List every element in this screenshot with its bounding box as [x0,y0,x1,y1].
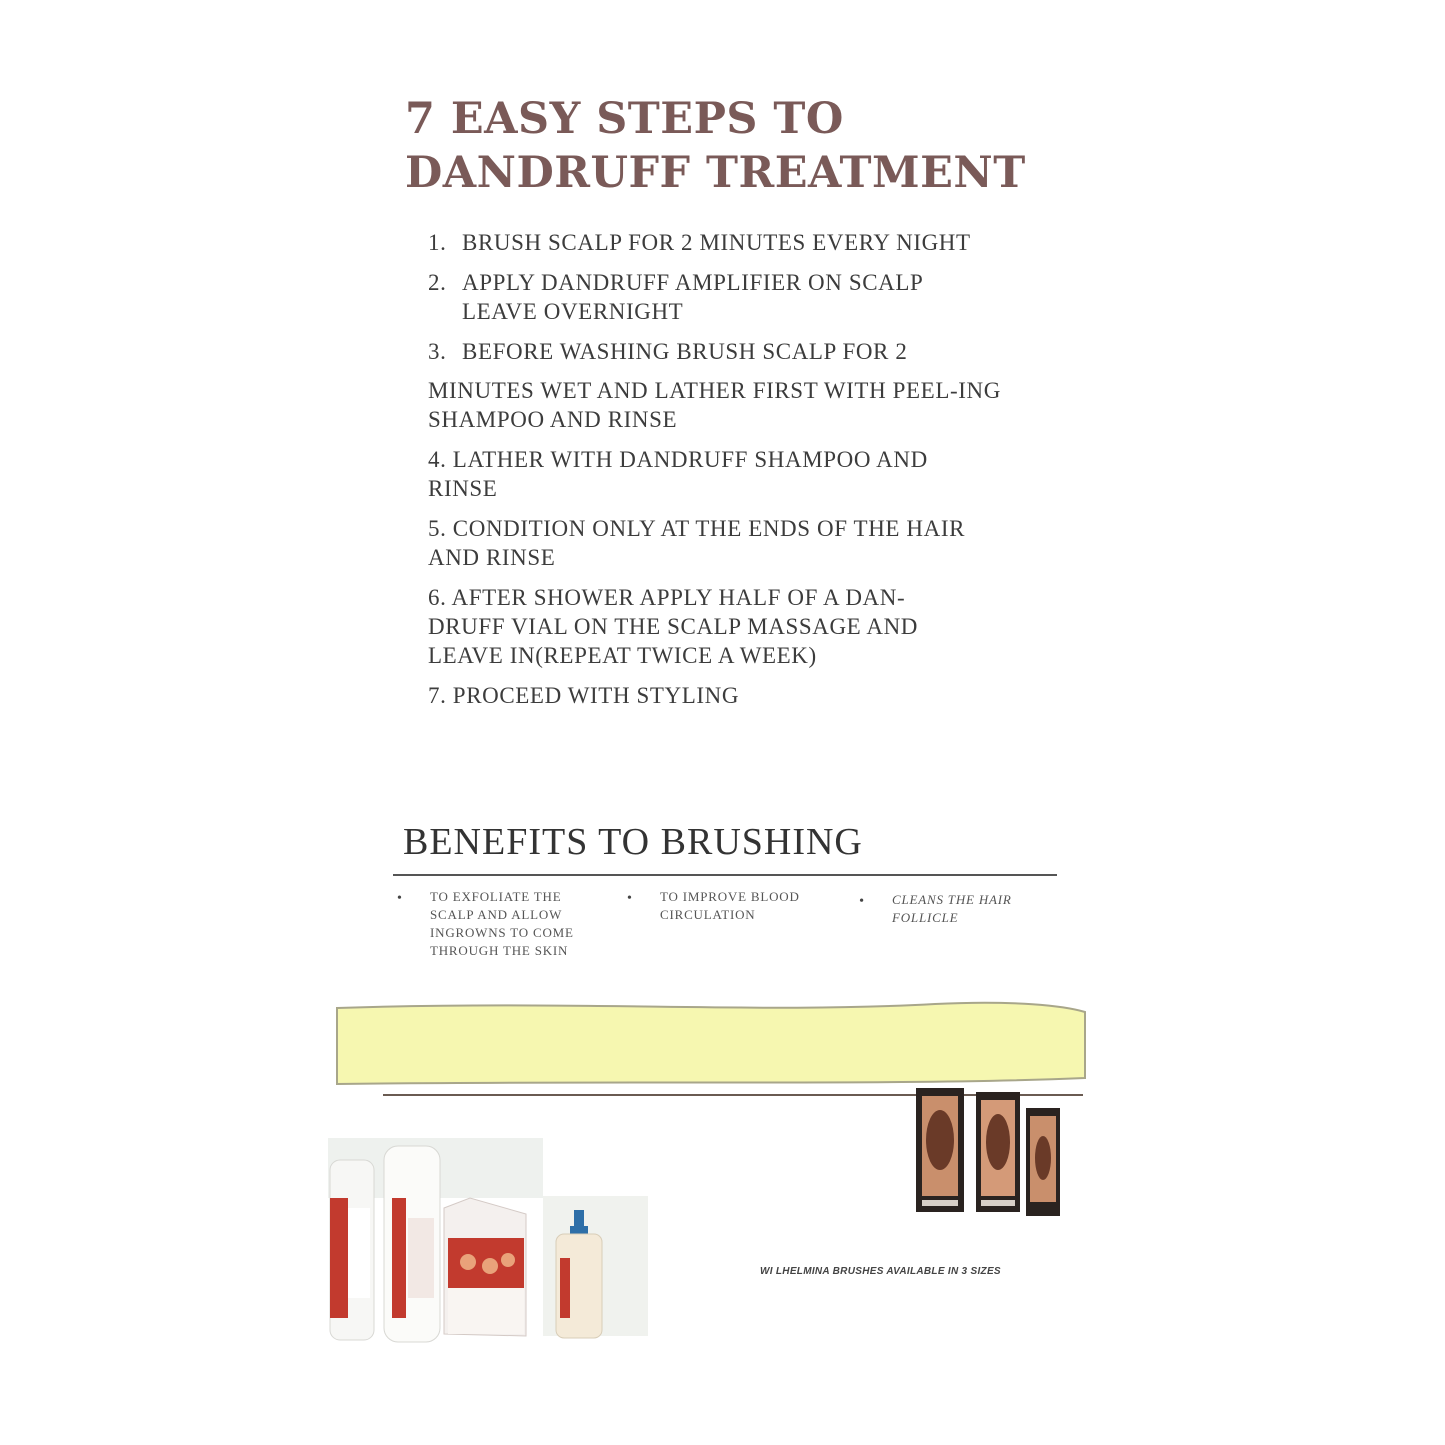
dandruff-products-image [328,1138,648,1343]
brushes-caption: WI LHELMINA BRUSHES AVAILABLE IN 3 SIZES [760,1266,1001,1277]
step-1 [428,228,1028,257]
bullet-icon: • [627,891,633,906]
step-number: 3. [428,339,447,364]
step-text: BEFORE WASHING BRUSH SCALP FOR 2 [462,339,908,364]
title-line-2: DANDRUFF TREATMENT [405,148,1026,198]
yellow-banner [335,1000,1087,1090]
steps-list [428,228,1028,721]
brush-box-large [916,1088,964,1212]
benefit-item-circulation [627,888,830,924]
brush-boxes-image [908,1080,1068,1220]
step-4: 4. LATHER WITH DANDRUFF SHAMPOO AND RINSE [428,447,928,501]
benefit-item-exfoliate [397,888,600,960]
brush-box-medium [976,1092,1020,1212]
step-7: 7. PROCEED WITH STYLING [428,683,740,708]
page-title [405,92,1105,200]
benefit-text: TO IMPROVE BLOOD CIRCULATION [660,889,800,922]
step-text: APPLY DANDRUFF AMPLIFIER ON SCALP LEAVE OVERNIGHT [462,270,923,324]
step-number: 2. [428,270,447,295]
benefit-item-follicle [859,891,1042,927]
title-line-1: 7 EASY STEPS TO [405,94,844,144]
step-3-continuation: MINUTES WET AND LATHER FIRST WITH PEEL-ING SHAMPOO AND RINSE [428,378,1001,432]
vial-box [444,1198,526,1336]
step-6: 6. AFTER SHOWER APPLY HALF OF A DAN-DRUFF VIAL ON THE SCALP MASSAGE AND LEAVE IN(REPEAT TWICE A WEEK) [428,585,919,668]
benefit-text: TO EXFOLIATE THE SCALP AND ALLOW INGROWNS TO COME THROUGH THE SKIN [430,889,574,958]
bullet-icon: • [397,891,403,906]
conditioner-bottle [384,1146,440,1342]
benefit-text: CLEANS THE HAIR FOLLICLE [892,892,1012,925]
step-text: BRUSH SCALP FOR 2 MINUTES EVERY NIGHT [462,230,971,255]
brush-box-small [1026,1108,1060,1216]
benefits-divider [393,874,1057,876]
step-2 [428,268,1028,326]
step-number: 1. [428,230,447,255]
bullet-icon: • [859,894,865,909]
step-5: 5. CONDITION ONLY AT THE ENDS OF THE HAIR AND RINSE [428,516,966,570]
step-3 [428,337,1028,366]
shampoo-bottle [330,1160,374,1340]
benefits-title: BENEFITS TO BRUSHING [403,821,863,863]
